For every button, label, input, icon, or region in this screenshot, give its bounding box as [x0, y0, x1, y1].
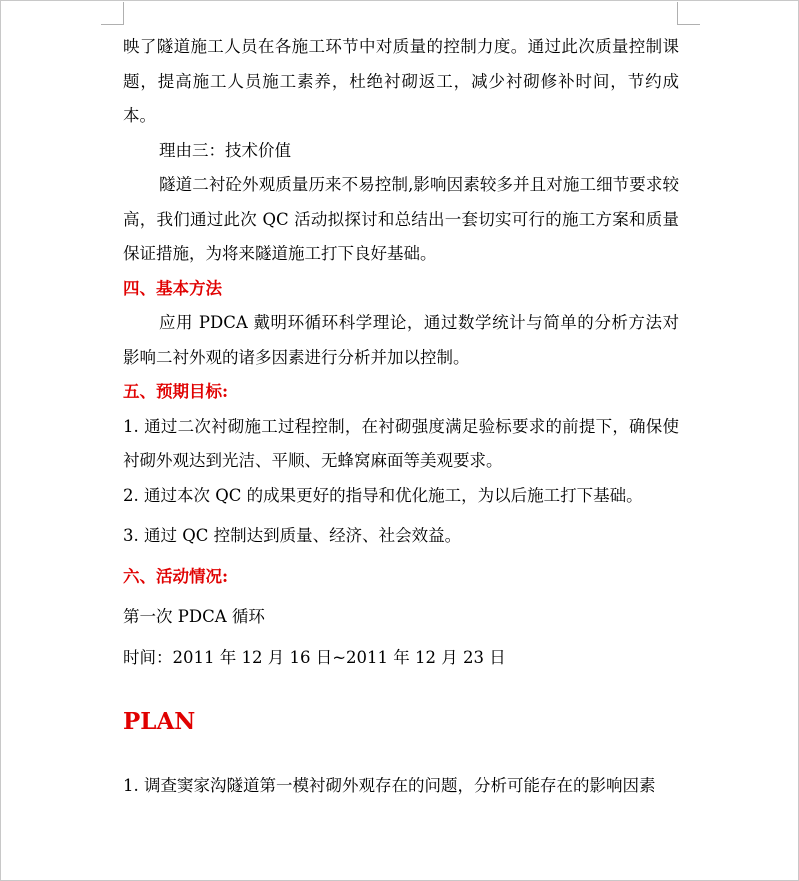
list-item-goal-2: 2. 通过本次 QC 的成果更好的指导和优化施工，为以后施工打下基础。: [123, 485, 643, 505]
paragraph-first-pdca-cycle: 第一次 PDCA 循环: [123, 607, 265, 626]
list-item-goal-1: 1. 通过二次衬砌施工过程控制，在衬砌强度满足验标要求的前提下，确保使衬砌外观达到光洁、平顺、无蜂窝麻面等美观要求。: [123, 416, 679, 470]
paragraph-technical-value: 隧道二衬砼外观质量历来不易控制,影响因素较多并且对施工细节要求较高，我们通过此次 QC 活动拟探讨和总结出一套切实可行的施工方案和质量保证措施，为将来隧道施工打下良好基础。: [123, 175, 679, 263]
paragraph-pdca-method: 应用 PDCA 戴明环循环科学理论，通过数学统计与简单的分析方法对影响二衬外观的诸多因素进行分析并加以控制。: [123, 313, 679, 367]
margin-corner-top-left: [101, 2, 124, 25]
margin-corner-top-right: [677, 2, 700, 25]
list-item-plan-1: 1. 调查窦家沟隧道第一模衬砌外观存在的问题，分析可能存在的影响因素: [123, 776, 656, 795]
list-item-goal-3: 3. 通过 QC 控制达到质量、经济、社会效益。: [123, 526, 462, 545]
paragraph-time-range: 时间：2011 年 12 月 16 日~2011 年 12 月 23 日: [123, 647, 506, 667]
heading-basic-method: 四、基本方法: [123, 278, 222, 298]
document-body: [123, 30, 679, 804]
heading-expected-goals: 五、预期目标:: [123, 382, 229, 401]
paragraph-quality-control: 映了隧道施工人员在各施工环节中对质量的控制力度。通过此次质量控制课题，提高施工人员施工素养，杜绝衬砌返工，减少衬砌修补时间，节约成本。: [123, 37, 679, 125]
heading-activity-status: 六、活动情况:: [123, 566, 229, 586]
heading-plan: PLAN: [123, 708, 196, 735]
paragraph-reason-three: 理由三：技术价值: [159, 140, 291, 160]
